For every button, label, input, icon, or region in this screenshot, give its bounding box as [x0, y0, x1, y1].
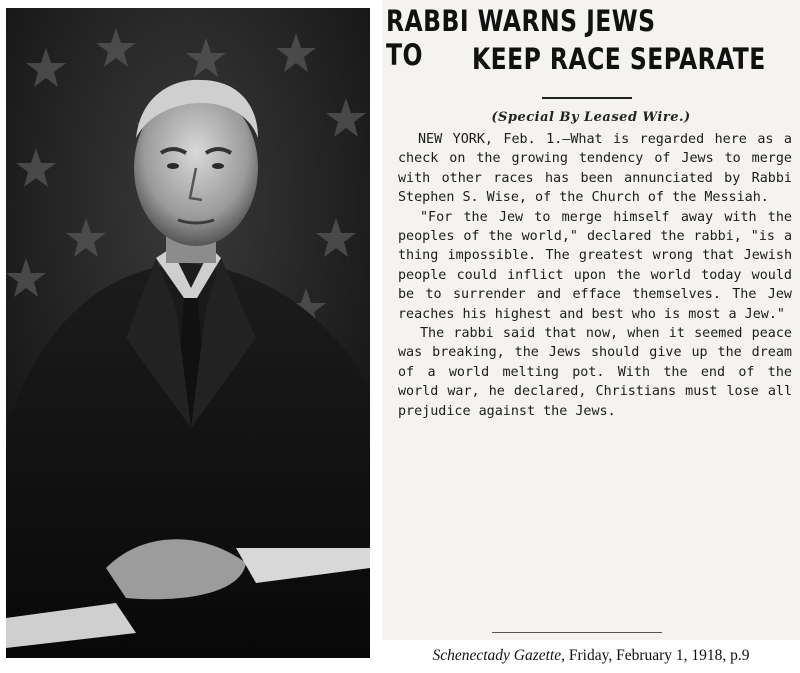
portrait-photo-illustration	[6, 8, 370, 658]
article-paragraph: NEW YORK, Feb. 1.—What is regarded here as a check on the growing tendency of Jews to merge with other races has been annunciated by Rabbi Stephen S. Wise, of the Church of the Messiah.	[398, 132, 792, 206]
headline-line-2: KEEP RACE SEPARATE	[472, 42, 766, 76]
wire-subhead: (Special By Leased Wire.)	[491, 110, 691, 125]
source-caption	[382, 647, 800, 665]
caption-details: , Friday, February 1, 1918, p.9	[561, 647, 750, 664]
headline-line-1: RABBI WARNS JEWS TO	[386, 4, 656, 72]
article-body	[398, 130, 792, 421]
article-paragraph: "For the Jew to merge himself away with the peoples of the world," declared the rabbi, "is a thing impossible. The greatest wrong that Jewish people could inflict upon the world today would be to surrender and efface themselves. The Jew reaches his highest and best who is most a Jew."	[398, 209, 792, 322]
article-paragraph: The rabbi said that now, when it seemed peace was breaking, the Jews should give up the dream of a world melting pot. With the end of the world war, he declared, Christians must lose all prejudice against the Jews.	[398, 326, 792, 419]
portrait-photo	[6, 8, 370, 658]
newspaper-clipping	[382, 0, 800, 640]
caption-publication: Schenectady Gazette	[432, 647, 562, 664]
article-end-divider	[492, 632, 662, 633]
headline-divider	[542, 97, 632, 99]
